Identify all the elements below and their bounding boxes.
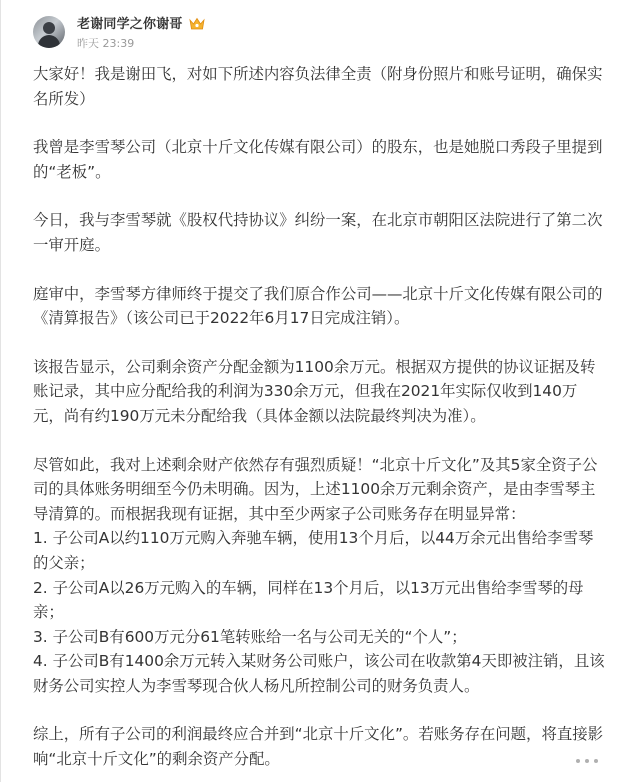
post-paragraph-doubt bbox=[33, 453, 607, 699]
post-paragraph-trial: 今日，我与李雪琴就《股权代持协议》纠纷一案，在北京市朝阳区法院进行了第二次一审开庭。 bbox=[33, 211, 603, 254]
post-paragraph-shareholder: 我曾是李雪琴公司（北京十斤文化传媒有限公司）的股东，也是她脱口秀段子里提到的“老板”。 bbox=[33, 138, 603, 181]
post-paragraph-conclusion: 综上，所有子公司的利润最终应合并到“北京十斤文化”。若账务存在问题，将直接影响“北京十斤文化”的剩余资产分配。 bbox=[33, 725, 604, 769]
post-header bbox=[33, 12, 205, 52]
post-timestamp: 昨天 23:39 bbox=[77, 36, 135, 50]
name-row bbox=[77, 14, 205, 32]
anomaly-item-1: 1. 子公司A以约110万元购入奔驰车辆，使用13个月后，以44万余元出售给李雪琴的父亲； bbox=[33, 529, 594, 572]
anomaly-item-3: 3. 子公司B有600万元分61笔转账给一名与公司无关的“个人”； bbox=[33, 627, 467, 646]
more-dot bbox=[594, 759, 598, 763]
crown-badge-icon bbox=[189, 16, 205, 30]
post-content bbox=[33, 62, 607, 782]
user-avatar[interactable] bbox=[33, 16, 65, 48]
doubt-text: 尽管如此，我对上述剩余财产依然存有强烈质疑！“北京十斤文化”及其5家全资子公司的具体账务明细至今仍未明确。因为，上述1100余万元剩余资产，是由李雪琴主导清算的。而根据我现有证据，其中至少两家子公司账务存在明显异常： bbox=[33, 455, 598, 523]
more-dots-icon[interactable] bbox=[576, 754, 598, 768]
post-paragraph-intro: 大家好！我是谢田飞，对如下所述内容负法律全责（附身份照片和账号证明，确保实名所发） bbox=[33, 65, 603, 108]
username[interactable]: 老谢同学之你谢哥 bbox=[77, 17, 183, 32]
anomaly-item-4: 4. 子公司B有1400余万元转入某财务公司账户，该公司在收款第4天即被注销，且该财务公司实控人为李雪琴现合伙人杨凡所控制公司的财务负责人。 bbox=[33, 652, 605, 695]
post-paragraph-distribution: 该报告显示，公司剩余资产分配金额为1100余万元。根据双方提供的协议证据及转账记录，其中应分配给我的利润为330余万元，但我在2021年实际仅收到140万元，尚有约190万元未分配给我（具体金额以法院最终判决为准）。 bbox=[33, 357, 596, 425]
more-dot bbox=[585, 759, 589, 763]
user-meta bbox=[77, 14, 205, 51]
crown-badge-icon-svg bbox=[189, 17, 205, 31]
post-paragraph-report: 庭审中，李雪琴方律师终于提交了我们原合作公司——北京十斤文化传媒有限公司的《清算报告》（该公司已于2022年6月17日完成注销）。 bbox=[33, 284, 603, 328]
anomaly-item-2: 2. 子公司A以26万元购入的车辆，同样在13个月后，以13万元出售给李雪琴的母亲； bbox=[33, 578, 584, 622]
more-dot bbox=[576, 759, 580, 763]
